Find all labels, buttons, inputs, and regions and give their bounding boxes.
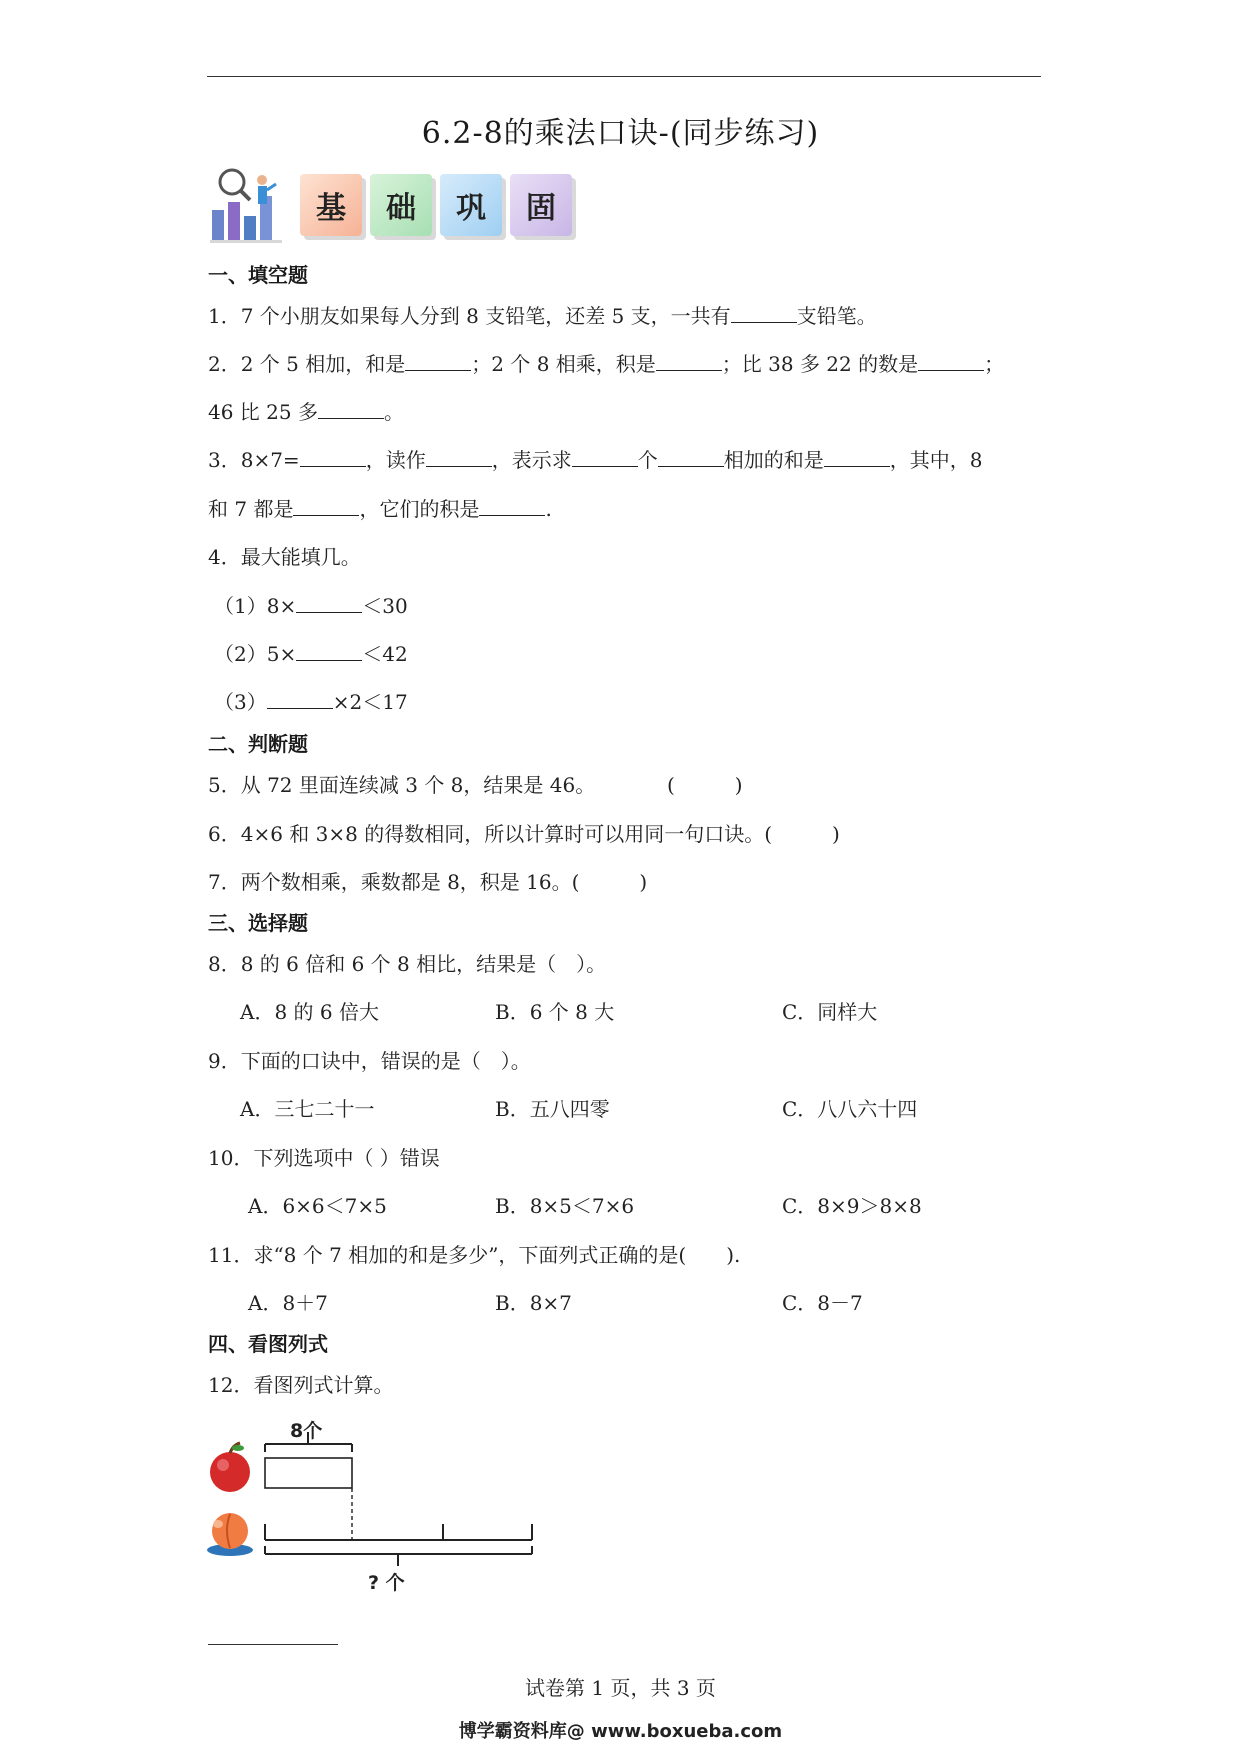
question-10: 10．下列选项中（ ）错误 bbox=[208, 1146, 440, 1170]
answer-blank[interactable] bbox=[658, 448, 724, 467]
q4-text: （1）8× bbox=[214, 594, 297, 618]
banner-tile: 固 bbox=[510, 174, 572, 236]
question-4-part-3 bbox=[214, 686, 408, 715]
question-6: 6．4×6 和 3×8 的得数相同，所以计算时可以用同一句口诀。( ) bbox=[208, 822, 840, 846]
q3-text: ，表示求 bbox=[491, 448, 572, 472]
question-3-cont bbox=[208, 493, 552, 522]
option-c[interactable]: C．8－7 bbox=[782, 1291, 863, 1315]
q4-text: （2）5× bbox=[214, 642, 297, 666]
q2-text: ； bbox=[984, 352, 1005, 376]
q2-text: 2．2 个 5 相加，和是 bbox=[208, 352, 406, 376]
q3-text: 和 7 都是 bbox=[208, 497, 294, 521]
q4-text: ×2＜17 bbox=[332, 690, 408, 714]
q4-text: ＜30 bbox=[362, 594, 408, 618]
question-2 bbox=[208, 348, 1004, 377]
q3-text: ，它们的积是 bbox=[359, 497, 480, 521]
bottom-label: ? 个 bbox=[368, 1572, 405, 1594]
q4-text: ＜42 bbox=[362, 642, 408, 666]
answer-blank[interactable] bbox=[296, 642, 362, 661]
q3-text: 3．8×7= bbox=[208, 448, 300, 472]
option-b[interactable]: B．8×5＜7×6 bbox=[495, 1194, 635, 1218]
question-4-part-2 bbox=[214, 638, 408, 667]
q3-text: 相加的和是 bbox=[723, 448, 824, 472]
option-c[interactable]: C．八八六十四 bbox=[782, 1097, 918, 1121]
question-7: 7．两个数相乘，乘数都是 8，积是 16。( ) bbox=[208, 870, 648, 894]
option-c[interactable]: C．8×9＞8×8 bbox=[782, 1194, 922, 1218]
q3-text: ，读作 bbox=[365, 448, 426, 472]
study-figure-icon bbox=[210, 166, 286, 244]
option-c[interactable]: C．同样大 bbox=[782, 1000, 878, 1024]
q2-text: ；2 个 8 相乘，积是 bbox=[471, 352, 656, 376]
answer-blank[interactable] bbox=[656, 352, 722, 371]
q2-text: 。 bbox=[383, 400, 404, 424]
answer-blank[interactable] bbox=[405, 352, 471, 371]
answer-blank[interactable] bbox=[824, 448, 890, 467]
q1-text: 支铅笔。 bbox=[796, 304, 877, 328]
section-judge-heading: 二、判断题 bbox=[208, 732, 308, 756]
answer-blank[interactable] bbox=[300, 448, 366, 467]
question-2-cont bbox=[208, 396, 404, 425]
question-1 bbox=[208, 300, 877, 329]
option-a[interactable]: A．三七二十一 bbox=[240, 1097, 375, 1121]
apple-bar bbox=[265, 1458, 352, 1488]
banner-tile: 巩 bbox=[440, 174, 502, 236]
watermark: 博学霸资料库@ www.boxueba.com bbox=[458, 1721, 783, 1742]
apple-icon bbox=[210, 1443, 250, 1492]
answer-paren[interactable]: ( ) bbox=[667, 773, 743, 797]
option-b[interactable]: B．6 个 8 大 bbox=[495, 1000, 615, 1024]
q3-text: 个 bbox=[637, 448, 658, 472]
section-choice-heading: 三、选择题 bbox=[208, 911, 308, 935]
option-a[interactable]: A．8 的 6 倍大 bbox=[240, 1000, 379, 1024]
q3-text: . bbox=[545, 497, 552, 521]
banner-tile: 基 bbox=[300, 174, 362, 236]
section-fill-heading: 一、填空题 bbox=[208, 263, 308, 287]
option-a[interactable]: A．6×6＜7×5 bbox=[248, 1194, 387, 1218]
footnote-rule bbox=[208, 1644, 338, 1645]
question-9: 9．下面的口诀中，错误的是（ ）。 bbox=[208, 1049, 531, 1073]
q1-text: 1．7 个小朋友如果每人分到 8 支铅笔，还差 5 支，一共有 bbox=[208, 304, 731, 328]
q3-text: ，其中，8 bbox=[889, 448, 983, 472]
page-title: 6.2-8的乘法口诀-(同步练习) bbox=[421, 116, 820, 151]
question-11: 11．求“8 个 7 相加的和是多少”，下面列式正确的是( ). bbox=[208, 1243, 741, 1267]
q2-text: ；比 38 多 22 的数是 bbox=[721, 352, 919, 376]
peach-icon bbox=[207, 1513, 253, 1556]
option-a[interactable]: A．8＋7 bbox=[248, 1291, 328, 1315]
q2-text: 46 比 25 多 bbox=[208, 400, 318, 424]
answer-blank[interactable] bbox=[918, 352, 984, 371]
question-3 bbox=[208, 444, 982, 473]
section-picture-heading: 四、看图列式 bbox=[208, 1332, 328, 1356]
question-8: 8．8 的 6 倍和 6 个 8 相比，结果是（ ）。 bbox=[208, 952, 607, 976]
question-4-part-1 bbox=[214, 590, 408, 619]
page-number: 试卷第 1 页，共 3 页 bbox=[525, 1676, 716, 1700]
answer-blank[interactable] bbox=[267, 690, 333, 709]
question-12: 12．看图列式计算。 bbox=[208, 1373, 394, 1397]
q4-text: （3） bbox=[214, 690, 267, 714]
answer-blank[interactable] bbox=[572, 448, 638, 467]
answer-blank[interactable] bbox=[296, 594, 362, 613]
answer-blank[interactable] bbox=[426, 448, 492, 467]
answer-blank[interactable] bbox=[731, 304, 797, 323]
option-b[interactable]: B．8×7 bbox=[495, 1291, 572, 1315]
answer-blank[interactable] bbox=[479, 497, 545, 516]
top-label: 8个 bbox=[290, 1420, 323, 1442]
answer-blank[interactable] bbox=[318, 400, 384, 419]
header-rule bbox=[207, 76, 1041, 77]
question-5: 5．从 72 里面连续减 3 个 8，结果是 46。 bbox=[208, 773, 596, 797]
option-b[interactable]: B．五八四零 bbox=[495, 1097, 610, 1121]
answer-blank[interactable] bbox=[293, 497, 359, 516]
banner-tile: 础 bbox=[370, 174, 432, 236]
question-4-stem: 4．最大能填几。 bbox=[208, 545, 361, 569]
